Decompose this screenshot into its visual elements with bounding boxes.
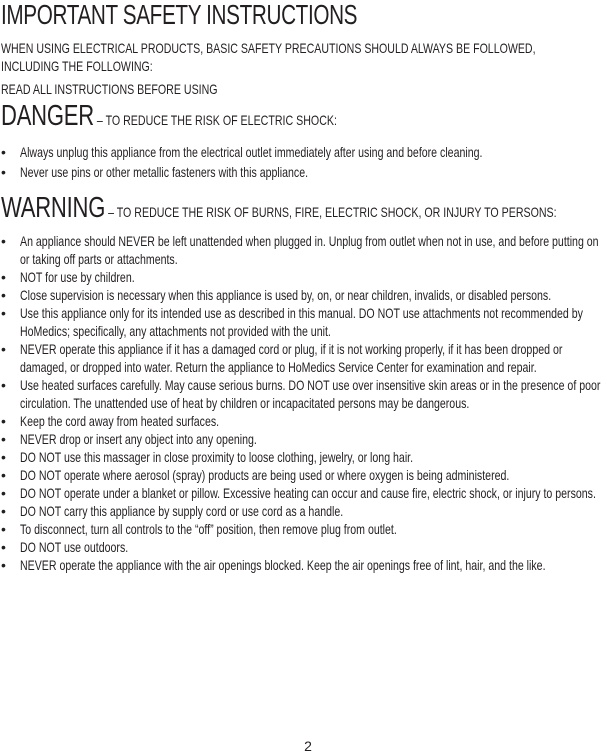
list-item — [0, 340, 613, 376]
bullet-icon: • — [1, 164, 6, 180]
bullet-icon: • — [1, 449, 6, 465]
bullet-icon: • — [1, 233, 6, 249]
warning-title: WARNING — [1, 192, 106, 224]
page-number: 2 — [304, 738, 312, 754]
list-item — [0, 466, 613, 484]
list-item-text: DO NOT use outdoors. — [20, 539, 129, 555]
bullet-icon: • — [1, 305, 6, 321]
bullet-icon: • — [1, 467, 6, 483]
list-item-text: Use this appliance only for its intended use as described in this manual. DO NOT use attachments not recommended by HoMedics; specifically, any attachments not provided with the unit. — [20, 305, 583, 339]
bullet-icon: • — [1, 557, 6, 573]
bullet-icon: • — [1, 485, 6, 501]
bullet-icon: • — [1, 341, 6, 357]
warning-heading — [1, 193, 557, 223]
danger-title: DANGER — [1, 100, 94, 132]
list-item-text: An appliance should NEVER be left unattended when plugged in. Unplug from outlet when not in use, and before putting on or taking off parts or attachments. — [20, 233, 599, 267]
list-item-text: NEVER operate the appliance with the air openings blocked. Keep the air openings free of lint, hair, and the like. — [20, 557, 546, 573]
bullet-icon: • — [1, 503, 6, 519]
list-item — [0, 448, 613, 466]
list-item — [0, 484, 613, 502]
list-item-text: NEVER operate this appliance if it has a damaged cord or plug, if it is not working properly, if it has been dropped or damaged, or dropped into water. Return the appliance to HoMedics Service Center for examination and repair. — [20, 341, 563, 375]
bullet-icon: • — [1, 144, 6, 160]
intro-text: WHEN USING ELECTRICAL PRODUCTS, BASIC SAFETY PRECAUTIONS SHOULD ALWAYS BE FOLLOWED, INCLUDING THE FOLLOWING: — [1, 40, 536, 74]
bullet-icon: • — [1, 287, 6, 303]
bullet-icon: • — [1, 521, 6, 537]
warning-subtitle: – TO REDUCE THE RISK OF BURNS, FIRE, ELECTRIC SHOCK, OR INJURY TO PERSONS: — [105, 204, 557, 220]
list-item-text: DO NOT operate under a blanket or pillow. Excessive heating can occur and cause fire, electric shock, or injury to persons. — [20, 485, 596, 501]
list-item-text: To disconnect, turn all controls to the “off” position, then remove plug from outlet. — [20, 521, 397, 537]
list-item — [0, 163, 613, 183]
bullet-icon: • — [1, 269, 6, 285]
list-item — [0, 268, 613, 286]
list-item-text: DO NOT use this massager in close proximity to loose clothing, jewelry, or long hair. — [20, 449, 414, 465]
list-item-text: DO NOT carry this appliance by supply cord or use cord as a handle. — [20, 503, 344, 519]
list-item-text: NOT for use by children. — [20, 269, 135, 285]
list-item-text: Always unplug this appliance from the electrical outlet immediately after using and before cleaning. — [20, 144, 483, 160]
danger-subtitle: – TO REDUCE THE RISK OF ELECTRIC SHOCK: — [93, 112, 337, 128]
warning-list — [0, 232, 613, 574]
read-all-notice: READ ALL INSTRUCTIONS BEFORE USING — [1, 81, 218, 97]
list-item-text: Close supervision is necessary when this appliance is used by, on, or near children, invalids, or disabled persons. — [20, 287, 552, 303]
danger-list — [0, 143, 613, 183]
list-item — [0, 502, 613, 520]
list-item — [0, 376, 613, 412]
list-item — [0, 430, 613, 448]
list-item — [0, 143, 613, 163]
list-item-text: NEVER drop or insert any object into any opening. — [20, 431, 257, 447]
list-item — [0, 304, 613, 340]
bullet-icon: • — [1, 377, 6, 393]
list-item — [0, 286, 613, 304]
bullet-icon: • — [1, 539, 6, 555]
list-item-text: DO NOT operate where aerosol (spray) products are being used or where oxygen is being administered. — [20, 467, 510, 483]
intro-paragraph — [1, 39, 613, 75]
bullet-icon: • — [1, 413, 6, 429]
bullet-icon: • — [1, 431, 6, 447]
list-item — [0, 538, 613, 556]
list-item-text: Use heated surfaces carefully. May cause serious burns. DO NOT use over insensitive skin areas or in the presence of poor circulation. The unattended use of heat by children or incapacitated persons may be dangerous. — [20, 377, 601, 411]
list-item — [0, 232, 613, 268]
list-item — [0, 412, 613, 430]
list-item-text: Never use pins or other metallic fasteners with this appliance. — [20, 164, 309, 180]
page-title: IMPORTANT SAFETY INSTRUCTIONS — [1, 0, 358, 30]
danger-heading — [1, 101, 337, 131]
list-item-text: Keep the cord away from heated surfaces. — [20, 413, 220, 429]
list-item — [0, 556, 613, 574]
list-item — [0, 520, 613, 538]
